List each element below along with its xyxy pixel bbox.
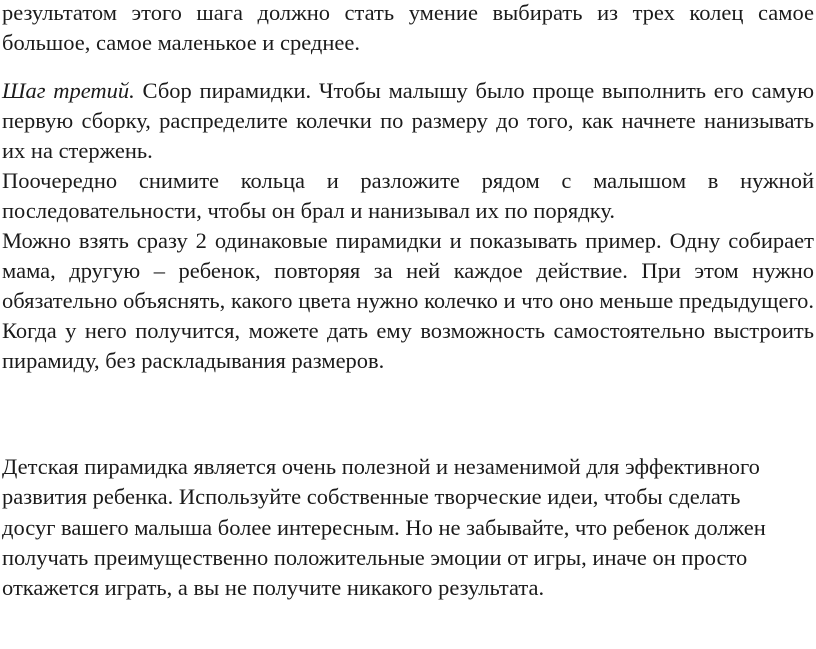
paragraph-step-two-result: результатом этого шага должно стать умение выбирать из трех колец самое большое, самое маленькое и среднее. [2, 0, 814, 55]
paragraph-two-pyramids: Можно взять сразу 2 одинаковые пирамидки и показывать пример. Одну собирает мама, другую – ребенок, повторяя за ней каждое действие. При этом нужно обязательно объяснять, какого цвета нужно колечко и что оно меньше предыдущего. Когда у него получится, можете дать ему возможность самостоятельно выстроить пирамиду, без раскладывания размеров. [2, 228, 814, 373]
paragraph-rings-order: Поочередно снимите кольца и разложите рядом с малышом в нужной последовательности, чтобы он брал и нанизывал их по порядку. [2, 168, 814, 223]
paragraph-step-three [2, 76, 814, 166]
paragraph-conclusion: Детская пирамидка является очень полезной и незаменимой для эффективного развития ребенка. Используйте собственные творческие идеи, чтобы сделать досуг вашего малыша более интересным. Но не забывайте, что ребенок должен получать преимущественно положительные эмоции от игры, иначе он просто откажется играть, а вы не получите никакого результата. [2, 454, 766, 601]
step-three-label: Шаг третий. [2, 78, 135, 103]
step-three-text: Сбор пирамидки. Чтобы малышу было проще выполнить его самую первую сборку, распределите колечки по размеру до того, как начнете нанизывать их на стержень. [2, 78, 814, 163]
